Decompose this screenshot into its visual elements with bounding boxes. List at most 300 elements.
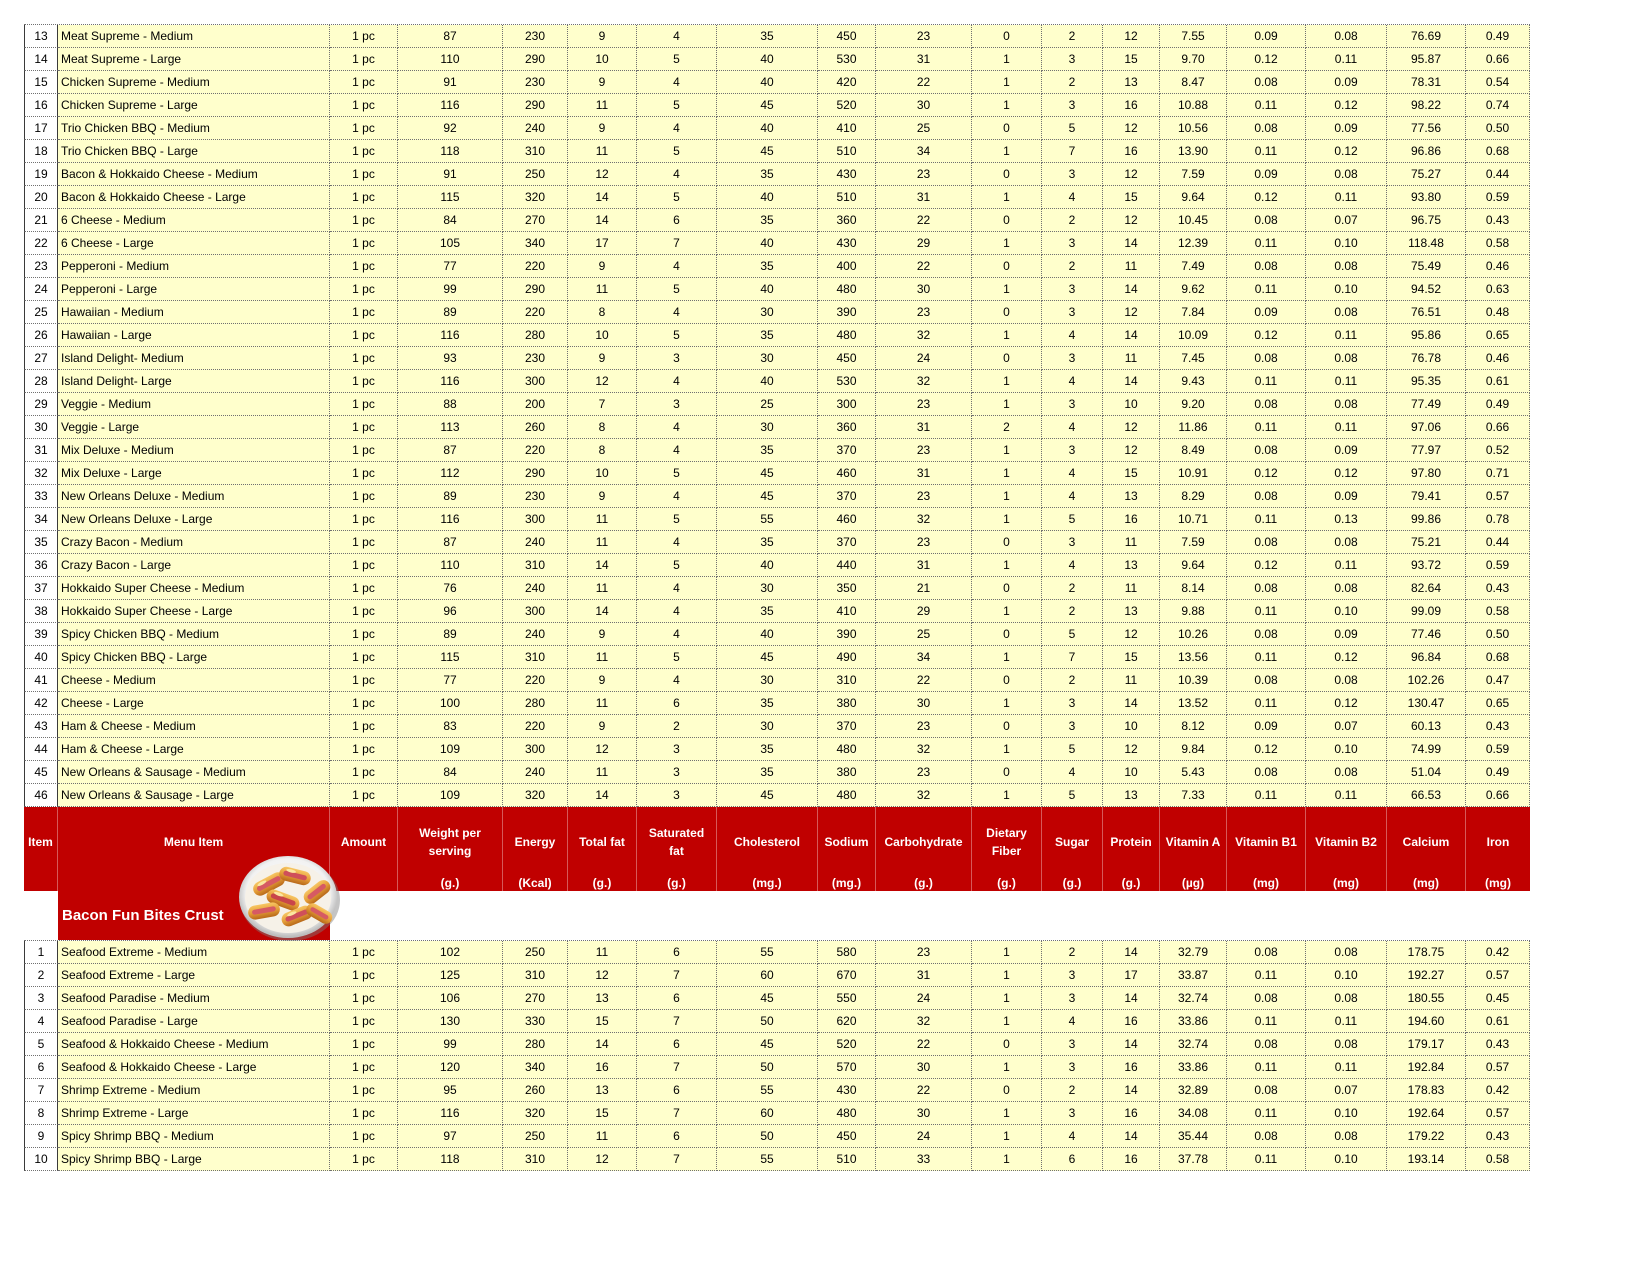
cell-iron: 0.78 [1466,508,1530,531]
cell-energy: 280 [503,324,568,347]
cell-amount: 1 pc [330,439,398,462]
cell-carbohydrate: 23 [876,761,972,784]
cell-iron: 0.44 [1466,531,1530,554]
column-label [398,807,502,877]
cell-energy: 220 [503,439,568,462]
cell-sugar: 5 [1042,508,1103,531]
cell-vitamin-b2: 0.10 [1306,232,1387,255]
cell-amount: 1 pc [330,600,398,623]
cell-dietary-fiber: 1 [972,393,1042,416]
cell-vitamin-a: 35.44 [1160,1125,1227,1148]
cell-amount: 1 pc [330,1056,398,1079]
column-header-saturated-fat [637,807,717,891]
cell-cholesterol: 30 [717,715,818,738]
column-unit: (Kcal) [518,876,552,890]
cell-dietary-fiber: 1 [972,600,1042,623]
cell-vitamin-b2: 0.08 [1306,25,1387,48]
cell-iron: 0.61 [1466,370,1530,393]
cell-cholesterol: 35 [717,531,818,554]
cell-cholesterol: 55 [717,941,818,964]
column-header-vitamin-b1 [1227,807,1306,891]
cell-amount: 1 pc [330,623,398,646]
cell-vitamin-b2: 0.11 [1306,324,1387,347]
cell-carbohydrate: 24 [876,347,972,370]
cell-energy: 290 [503,462,568,485]
cell-vitamin-b2: 0.09 [1306,117,1387,140]
cell-protein: 16 [1103,1010,1160,1033]
table-row [24,623,1530,646]
cell-vitamin-b2: 0.12 [1306,462,1387,485]
cell-carbohydrate: 32 [876,1010,972,1033]
cell-vitamin-b1: 0.08 [1227,393,1306,416]
cell-weight-per-serving: 77 [398,255,503,278]
cell-total-fat: 11 [568,94,637,117]
cell-vitamin-a: 9.88 [1160,600,1227,623]
cell-saturated-fat: 5 [637,508,717,531]
cell-sodium: 410 [818,600,876,623]
table-row [24,738,1530,761]
cell-vitamin-b2: 0.11 [1306,554,1387,577]
table-row [24,232,1530,255]
cell-weight-per-serving: 125 [398,964,503,987]
column-unit: (mg) [1333,876,1359,890]
cell-vitamin-b1: 0.11 [1227,1010,1306,1033]
cell-dietary-fiber: 0 [972,209,1042,232]
cell-cholesterol: 40 [717,48,818,71]
cell-menu-item: Spicy Chicken BBQ - Large [58,646,330,669]
cell-weight-per-serving: 77 [398,669,503,692]
cell-sugar: 3 [1042,531,1103,554]
cell-weight-per-serving: 110 [398,48,503,71]
cell-iron: 0.57 [1466,1102,1530,1125]
cell-sugar: 3 [1042,94,1103,117]
cell-vitamin-b2: 0.12 [1306,646,1387,669]
cell-sodium: 550 [818,987,876,1010]
cell-menu-item: Hawaiian - Medium [58,301,330,324]
cell-vitamin-a: 32.79 [1160,941,1227,964]
cell-vitamin-a: 32.89 [1160,1079,1227,1102]
column-label [637,807,716,877]
cell-menu-item: Spicy Shrimp BBQ - Large [58,1148,330,1171]
column-header-vitamin-b2 [1306,807,1387,891]
cell-dietary-fiber: 1 [972,1125,1042,1148]
cell-vitamin-b1: 0.08 [1227,71,1306,94]
cell-sodium: 450 [818,1125,876,1148]
table-row [24,48,1530,71]
cell-menu-item: Bacon & Hokkaido Cheese - Medium [58,163,330,186]
cell-dietary-fiber: 1 [972,71,1042,94]
table-row [24,485,1530,508]
cell-sodium: 370 [818,715,876,738]
cell-menu-item: Trio Chicken BBQ - Medium [58,117,330,140]
cell-total-fat: 11 [568,941,637,964]
cell-sodium: 400 [818,255,876,278]
column-label [1306,807,1386,877]
cell-cholesterol: 45 [717,140,818,163]
cell-menu-item: Mix Deluxe - Large [58,462,330,485]
column-label-line: Sodium [824,835,869,849]
cell-saturated-fat: 5 [637,278,717,301]
cell-saturated-fat: 6 [637,209,717,232]
cell-menu-item: Trio Chicken BBQ - Large [58,140,330,163]
cell-vitamin-b2: 0.10 [1306,738,1387,761]
cell-vitamin-a: 5.43 [1160,761,1227,784]
cell-saturated-fat: 7 [637,1102,717,1125]
cell-iron: 0.46 [1466,255,1530,278]
cell-amount: 1 pc [330,94,398,117]
cell-calcium: 130.47 [1387,692,1466,715]
cell-energy: 300 [503,600,568,623]
table-row [24,784,1530,807]
cell-total-fat: 9 [568,623,637,646]
cell-vitamin-b2: 0.07 [1306,1079,1387,1102]
cell-energy: 290 [503,48,568,71]
cell-item: 6 [24,1056,58,1079]
cell-iron: 0.43 [1466,1033,1530,1056]
table-row [24,941,1530,964]
cell-protein: 13 [1103,485,1160,508]
cell-sugar: 2 [1042,209,1103,232]
cell-saturated-fat: 2 [637,715,717,738]
table-row [24,301,1530,324]
column-label-line: Cholesterol [733,835,800,849]
cell-calcium: 99.86 [1387,508,1466,531]
cell-weight-per-serving: 99 [398,1033,503,1056]
cell-cholesterol: 35 [717,25,818,48]
cell-menu-item: New Orleans & Sausage - Medium [58,761,330,784]
cell-total-fat: 11 [568,577,637,600]
table-row [24,1010,1530,1033]
cell-iron: 0.49 [1466,761,1530,784]
cell-vitamin-b2: 0.08 [1306,531,1387,554]
cell-item: 2 [24,964,58,987]
cell-weight-per-serving: 83 [398,715,503,738]
column-header-protein [1103,807,1160,891]
cell-amount: 1 pc [330,669,398,692]
table-row [24,324,1530,347]
cell-sugar: 2 [1042,941,1103,964]
cell-vitamin-b1: 0.08 [1227,987,1306,1010]
cell-item: 16 [24,94,58,117]
cell-sugar: 3 [1042,393,1103,416]
cell-vitamin-a: 8.29 [1160,485,1227,508]
column-label-line: Vitamin B2 [1315,835,1377,849]
cell-total-fat: 13 [568,987,637,1010]
cell-iron: 0.44 [1466,163,1530,186]
cell-carbohydrate: 30 [876,1056,972,1079]
cell-saturated-fat: 4 [637,117,717,140]
cell-menu-item: Chicken Supreme - Medium [58,71,330,94]
cell-saturated-fat: 4 [637,623,717,646]
cell-vitamin-a: 8.49 [1160,439,1227,462]
cell-total-fat: 8 [568,301,637,324]
cell-carbohydrate: 31 [876,554,972,577]
cell-dietary-fiber: 1 [972,462,1042,485]
cell-calcium: 77.49 [1387,393,1466,416]
cell-total-fat: 11 [568,508,637,531]
cell-item: 33 [24,485,58,508]
table-row [24,462,1530,485]
cell-dietary-fiber: 1 [972,508,1042,531]
cell-carbohydrate: 23 [876,715,972,738]
cell-menu-item: New Orleans Deluxe - Medium [58,485,330,508]
cell-total-fat: 10 [568,324,637,347]
cell-menu-item: Seafood & Hokkaido Cheese - Medium [58,1033,330,1056]
cell-total-fat: 14 [568,600,637,623]
cell-vitamin-b1: 0.08 [1227,761,1306,784]
cell-cholesterol: 50 [717,1056,818,1079]
cell-total-fat: 11 [568,140,637,163]
cell-menu-item: Seafood Paradise - Large [58,1010,330,1033]
cell-weight-per-serving: 87 [398,531,503,554]
cell-sodium: 460 [818,462,876,485]
cell-vitamin-a: 7.45 [1160,347,1227,370]
cell-amount: 1 pc [330,531,398,554]
cell-dietary-fiber: 1 [972,439,1042,462]
cell-weight-per-serving: 116 [398,1102,503,1125]
cell-sugar: 3 [1042,48,1103,71]
cell-vitamin-b1: 0.08 [1227,209,1306,232]
cell-dietary-fiber: 1 [972,48,1042,71]
cell-weight-per-serving: 93 [398,347,503,370]
cell-iron: 0.52 [1466,439,1530,462]
cell-sugar: 5 [1042,784,1103,807]
cell-vitamin-b1: 0.08 [1227,669,1306,692]
cell-calcium: 97.80 [1387,462,1466,485]
cell-item: 15 [24,71,58,94]
cell-vitamin-b1: 0.11 [1227,964,1306,987]
cell-calcium: 180.55 [1387,987,1466,1010]
cell-sugar: 4 [1042,370,1103,393]
cell-cholesterol: 45 [717,485,818,508]
cell-vitamin-b2: 0.10 [1306,278,1387,301]
table-row [24,1056,1530,1079]
column-header-vitamin-a [1160,807,1227,891]
cell-protein: 12 [1103,439,1160,462]
cell-protein: 14 [1103,278,1160,301]
cell-iron: 0.48 [1466,301,1530,324]
cell-menu-item: Island Delight- Large [58,370,330,393]
cell-protein: 12 [1103,117,1160,140]
cell-vitamin-a: 9.62 [1160,278,1227,301]
cell-dietary-fiber: 0 [972,1079,1042,1102]
cell-weight-per-serving: 100 [398,692,503,715]
cell-vitamin-b1: 0.11 [1227,784,1306,807]
cell-cholesterol: 35 [717,738,818,761]
cell-item: 36 [24,554,58,577]
cell-vitamin-b1: 0.11 [1227,278,1306,301]
cell-saturated-fat: 4 [637,71,717,94]
cell-sugar: 3 [1042,1056,1103,1079]
cell-vitamin-b2: 0.07 [1306,209,1387,232]
cell-cholesterol: 45 [717,646,818,669]
cell-protein: 16 [1103,508,1160,531]
cell-weight-per-serving: 110 [398,554,503,577]
cell-carbohydrate: 23 [876,25,972,48]
cell-carbohydrate: 22 [876,1033,972,1056]
cell-amount: 1 pc [330,1010,398,1033]
cell-protein: 11 [1103,531,1160,554]
cell-sodium: 580 [818,941,876,964]
cell-vitamin-a: 7.33 [1160,784,1227,807]
cell-energy: 280 [503,692,568,715]
cell-item: 31 [24,439,58,462]
column-header-energy [503,807,568,891]
cell-calcium: 178.83 [1387,1079,1466,1102]
cell-menu-item: Spicy Shrimp BBQ - Medium [58,1125,330,1148]
column-label-line: Calcium [1402,835,1450,849]
cell-dietary-fiber: 1 [972,186,1042,209]
cell-energy: 310 [503,964,568,987]
cell-item: 46 [24,784,58,807]
table-body-section [24,940,1530,1171]
cell-energy: 220 [503,715,568,738]
cell-iron: 0.58 [1466,600,1530,623]
cell-amount: 1 pc [330,577,398,600]
cell-item: 22 [24,232,58,255]
cell-total-fat: 10 [568,462,637,485]
cell-sodium: 360 [818,209,876,232]
cell-dietary-fiber: 1 [972,232,1042,255]
cell-sodium: 430 [818,163,876,186]
cell-dietary-fiber: 1 [972,1056,1042,1079]
cell-cholesterol: 50 [717,1125,818,1148]
cell-total-fat: 9 [568,715,637,738]
cell-sugar: 3 [1042,301,1103,324]
column-label-line: Dietary [986,826,1027,840]
cell-item: 26 [24,324,58,347]
cell-calcium: 96.86 [1387,140,1466,163]
cell-item: 14 [24,48,58,71]
cell-vitamin-b1: 0.08 [1227,941,1306,964]
cell-energy: 230 [503,485,568,508]
cell-protein: 15 [1103,48,1160,71]
column-header-weight-per-serving [398,807,503,891]
column-unit: (mg) [1253,876,1279,890]
cell-total-fat: 14 [568,186,637,209]
table-row [24,25,1530,48]
cell-sodium: 480 [818,1102,876,1125]
cell-cholesterol: 45 [717,1033,818,1056]
cell-dietary-fiber: 0 [972,577,1042,600]
cell-iron: 0.43 [1466,209,1530,232]
cell-menu-item: New Orleans Deluxe - Large [58,508,330,531]
cell-carbohydrate: 21 [876,577,972,600]
table-row [24,117,1530,140]
cell-dietary-fiber: 0 [972,117,1042,140]
cell-energy: 240 [503,623,568,646]
cell-weight-per-serving: 115 [398,186,503,209]
cell-protein: 10 [1103,761,1160,784]
cell-dietary-fiber: 0 [972,1033,1042,1056]
cell-vitamin-b2: 0.11 [1306,416,1387,439]
cell-amount: 1 pc [330,987,398,1010]
column-label [1227,807,1305,877]
cell-sodium: 530 [818,370,876,393]
table-row [24,1148,1530,1171]
cell-sodium: 310 [818,669,876,692]
cell-amount: 1 pc [330,692,398,715]
cell-weight-per-serving: 91 [398,163,503,186]
cell-sugar: 4 [1042,324,1103,347]
cell-energy: 220 [503,669,568,692]
cell-dietary-fiber: 1 [972,987,1042,1010]
cell-weight-per-serving: 84 [398,761,503,784]
cell-energy: 200 [503,393,568,416]
cell-weight-per-serving: 116 [398,508,503,531]
cell-cholesterol: 30 [717,416,818,439]
cell-item: 20 [24,186,58,209]
cell-calcium: 95.86 [1387,324,1466,347]
cell-sugar: 4 [1042,554,1103,577]
cell-amount: 1 pc [330,25,398,48]
column-label-line: Vitamin A [1165,835,1221,849]
cell-carbohydrate: 22 [876,669,972,692]
cell-iron: 0.50 [1466,117,1530,140]
cell-dietary-fiber: 1 [972,784,1042,807]
cell-vitamin-a: 10.91 [1160,462,1227,485]
cell-cholesterol: 40 [717,278,818,301]
cell-carbohydrate: 29 [876,232,972,255]
table-row [24,1033,1530,1056]
cell-item: 28 [24,370,58,393]
cell-calcium: 193.14 [1387,1148,1466,1171]
cell-saturated-fat: 5 [637,48,717,71]
cell-total-fat: 12 [568,1148,637,1171]
cell-menu-item: Ham & Cheese - Medium [58,715,330,738]
cell-carbohydrate: 23 [876,439,972,462]
cell-vitamin-b2: 0.08 [1306,1033,1387,1056]
cell-sodium: 430 [818,1079,876,1102]
cell-energy: 240 [503,531,568,554]
cell-carbohydrate: 22 [876,1079,972,1102]
cell-cholesterol: 25 [717,393,818,416]
cell-weight-per-serving: 91 [398,71,503,94]
cell-vitamin-b2: 0.11 [1306,784,1387,807]
cell-item: 19 [24,163,58,186]
cell-total-fat: 15 [568,1010,637,1033]
cell-saturated-fat: 4 [637,370,717,393]
cell-amount: 1 pc [330,209,398,232]
table-row [24,987,1530,1010]
cell-item: 25 [24,301,58,324]
cell-calcium: 96.84 [1387,646,1466,669]
column-label-line: Weight per [419,826,481,840]
cell-menu-item: Mix Deluxe - Medium [58,439,330,462]
cell-vitamin-b2: 0.09 [1306,485,1387,508]
cell-sodium: 380 [818,761,876,784]
cell-energy: 230 [503,347,568,370]
cell-item: 7 [24,1079,58,1102]
cell-weight-per-serving: 116 [398,324,503,347]
cell-vitamin-b2: 0.10 [1306,964,1387,987]
cell-sodium: 380 [818,692,876,715]
cell-energy: 300 [503,738,568,761]
cell-weight-per-serving: 89 [398,623,503,646]
cell-dietary-fiber: 1 [972,964,1042,987]
cell-dietary-fiber: 0 [972,623,1042,646]
cell-total-fat: 15 [568,1102,637,1125]
column-header-calcium [1387,807,1466,891]
column-unit: (g.) [667,876,686,890]
cell-vitamin-a: 9.43 [1160,370,1227,393]
cell-protein: 12 [1103,738,1160,761]
cell-protein: 12 [1103,623,1160,646]
cell-calcium: 178.75 [1387,941,1466,964]
cell-iron: 0.49 [1466,25,1530,48]
cell-vitamin-b1: 0.08 [1227,117,1306,140]
column-unit: (g.) [914,876,933,890]
